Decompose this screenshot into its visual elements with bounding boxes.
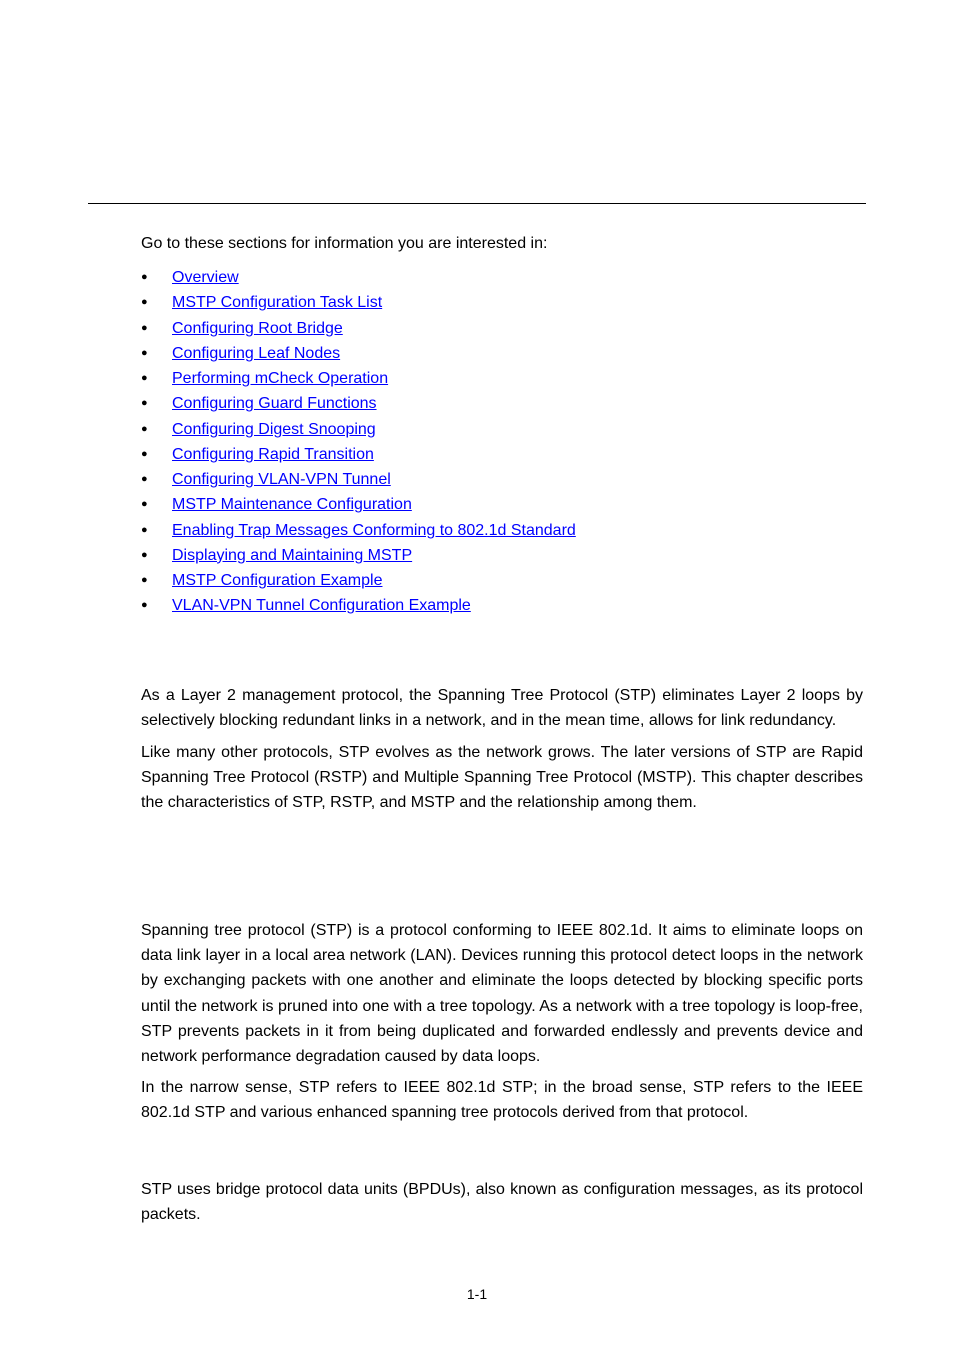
body-paragraph: Like many other protocols, STP evolves as the network grows. The later versions of STP are Rapid Spanning Tree Protocol (RSTP) and Multiple Spanning Tree Protocol (MSTP). This chapter describes the characteristics of STP, RSTP, and MSTP and the relationship among them. xyxy=(141,744,863,812)
list-item xyxy=(141,568,841,593)
toc-link-guard-functions[interactable]: Configuring Guard Functions xyxy=(172,395,377,413)
toc-link-displaying-maintaining[interactable]: Displaying and Maintaining MSTP xyxy=(172,546,413,564)
bullet-icon: ● xyxy=(141,321,148,334)
bullet-icon: ● xyxy=(141,599,148,612)
bullet-icon: ● xyxy=(141,574,148,586)
list-item xyxy=(141,341,841,366)
bullet-icon: ● xyxy=(141,271,148,283)
list-item xyxy=(141,543,841,568)
bullet-icon: ● xyxy=(141,523,148,536)
list-item xyxy=(141,265,841,290)
bullet-icon: ● xyxy=(141,422,148,435)
list-item xyxy=(141,442,841,467)
bullet-icon: ● xyxy=(141,372,148,384)
toc-link-mstp-maintenance[interactable]: MSTP Maintenance Configuration xyxy=(172,496,412,514)
body-paragraph: Spanning tree protocol (STP) is a protocol conforming to IEEE 802.1d. It aims to eliminate loops on data link layer in a local area network (LAN). Devices running this protocol detect loops in the network by exchanging packets with one another and eliminate the loops detected by blocking specific ports until the network is pruned into one with a tree topology. As a network with a tree topology is loop-free, STP prevents packets in it from being duplicated and forwarded endlessly and prevents device and network performance degradation caused by data loops. xyxy=(141,922,863,1066)
list-item xyxy=(141,417,841,442)
intro-text: Go to these sections for information you are interested in: xyxy=(141,235,548,252)
bullet-icon: ● xyxy=(141,447,148,460)
list-item xyxy=(141,290,841,315)
toc-link-leaf-nodes[interactable]: Configuring Leaf Nodes xyxy=(172,344,341,362)
toc-link-mstp-example[interactable]: MSTP Configuration Example xyxy=(172,572,383,589)
body-paragraph: STP uses bridge protocol data units (BPDUs), also known as configuration messages, as its protocol packets. xyxy=(141,1181,863,1224)
section-link-list xyxy=(141,265,841,619)
toc-link-vlan-vpn-tunnel[interactable]: Configuring VLAN-VPN Tunnel xyxy=(172,471,391,488)
page-number: 1-1 xyxy=(466,1286,488,1302)
list-item xyxy=(141,316,841,341)
list-item xyxy=(141,467,841,492)
header-rule xyxy=(88,203,866,204)
list-item xyxy=(141,366,841,391)
bullet-icon: ● xyxy=(141,473,148,485)
list-item xyxy=(141,518,841,543)
toc-link-trap-messages[interactable]: Enabling Trap Messages Conforming to 802.1d Standard xyxy=(172,521,576,539)
list-item xyxy=(141,492,841,517)
toc-link-root-bridge[interactable]: Configuring Root Bridge xyxy=(172,319,343,337)
toc-link-digest-snooping[interactable]: Configuring Digest Snooping xyxy=(172,420,376,438)
body-paragraph: In the narrow sense, STP refers to IEEE 802.1d STP; in the broad sense, STP refers to the IEEE 802.1d STP and various enhanced spanning tree protocols derived from that protocol. xyxy=(141,1079,863,1122)
toc-link-vlan-vpn-example[interactable]: VLAN-VPN Tunnel Configuration Example xyxy=(172,597,471,615)
list-item xyxy=(141,391,841,416)
bullet-icon: ● xyxy=(141,498,148,511)
bullet-icon: ● xyxy=(141,346,148,359)
toc-link-mcheck[interactable]: Performing mCheck Operation xyxy=(172,370,389,387)
toc-link-mstp-task-list[interactable]: MSTP Configuration Task List xyxy=(172,294,383,312)
bullet-icon: ● xyxy=(141,397,148,410)
toc-link-rapid-transition[interactable]: Configuring Rapid Transition xyxy=(172,445,374,463)
bullet-icon: ● xyxy=(141,548,148,561)
bullet-icon: ● xyxy=(141,296,148,309)
body-paragraph: As a Layer 2 management protocol, the Spanning Tree Protocol (STP) eliminates Layer 2 loops by selectively blocking redundant links in a network, and in the mean time, allows for link redundancy. xyxy=(141,687,863,730)
list-item xyxy=(141,593,841,618)
toc-link-overview[interactable]: Overview xyxy=(172,269,239,286)
